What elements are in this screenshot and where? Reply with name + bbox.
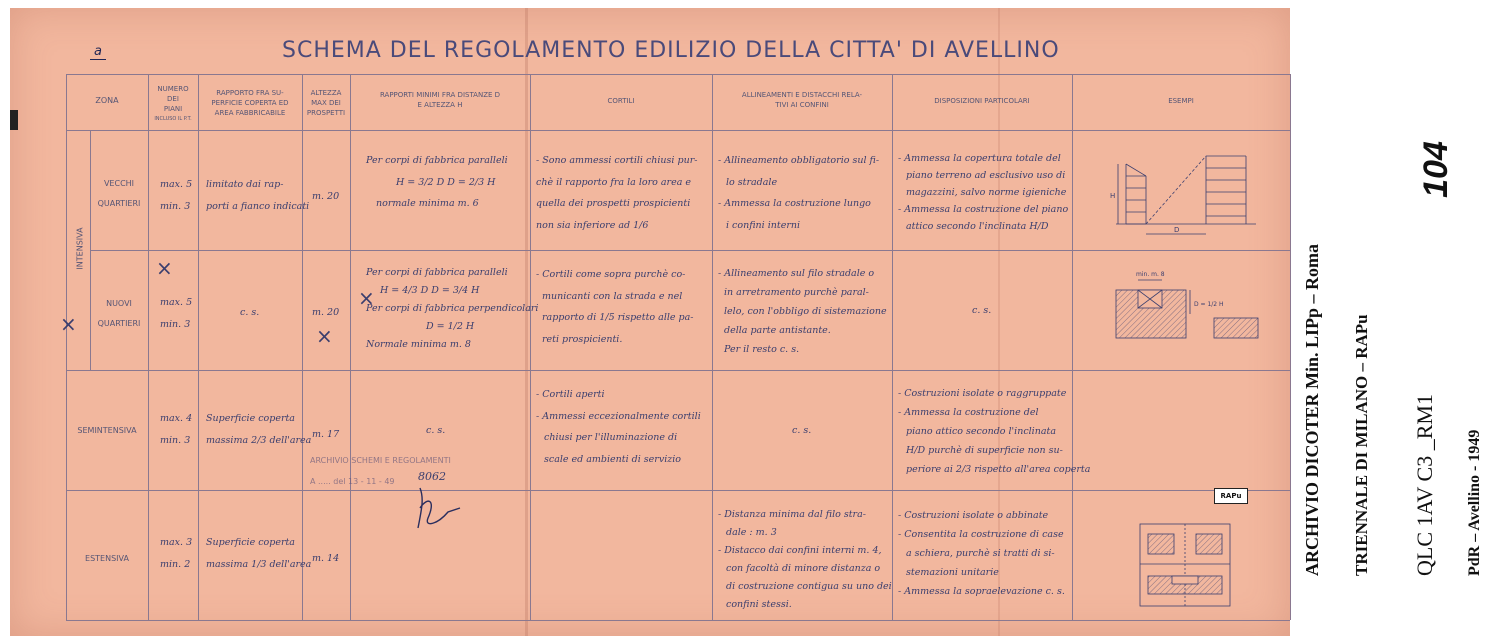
rapporto-cell: Superficie coperta massima 1/3 dell'area <box>206 537 312 570</box>
cortili-cell: - Cortili come sopra purchè co- municanti con la strada e nel rapporto di 1/5 rispetto alle pa- reti prospicienti. <box>536 269 694 345</box>
example-diagram-vecchi <box>1096 146 1266 246</box>
altezza-cell: m. 17 <box>312 429 340 440</box>
allineamenti-cell: c. s. <box>792 425 812 436</box>
disposizioni-cell: - Costruzioni isolate o raggruppate - Ammessa la costruzione del piano attico secondo l'inclinata H/D purchè di superficie non su- periore ai 2/3 rispetto all'area coperta <box>898 388 1091 475</box>
regulation-table <box>60 74 1292 624</box>
distanze-cell: Per corpi di fabbrica paralleli H = 4/3 D D = 3/4 H Per corpi di fabbrica perpendicolari D = 1/2 H Normale minima m. 8 <box>366 267 539 350</box>
allineamenti-cell: - Allineamento obbligatorio sul fi- lo stradale - Ammessa la costruzione lungo i confini interni <box>718 155 880 231</box>
disposizioni-cell: c. s. <box>972 305 992 316</box>
allineamenti-cell: - Allineamento sul filo stradale o in arretramento purchè paral- lelo, con l'obbligo di sistemazione della parte antistante. Per il resto c. s. <box>718 268 887 355</box>
rapporto-cell: limitato dai rap- porti a fianco indicati <box>206 179 310 212</box>
example-label-min: min. m. 8 <box>1136 271 1165 278</box>
distanze-cell: c. s. <box>426 425 446 436</box>
stamp-number: 8062 <box>418 470 446 483</box>
example-diagram-estensiva <box>1126 520 1246 610</box>
cross-mark: × <box>316 324 333 348</box>
zone-group-label: INTENSIVA <box>75 227 85 270</box>
document-title: SCHEMA DEL REGOLAMENTO EDILIZIO DELLA CITTA' DI AVELLINO <box>282 38 1060 63</box>
archive-number: 104 <box>1416 141 1455 198</box>
zone-nuovi-quartieri: NUOVI QUARTIERI <box>97 299 141 328</box>
col-header-rapporto: RAPPORTO FRA SU- PERFICIE COPERTA ED AREA FABBRICABILE <box>211 89 289 117</box>
cortili-cell: - Sono ammessi cortili chiusi pur- chè il rapporto fra la loro area e quella dei prospetti prospicienti non sia inferiore ad 1/6 <box>536 155 698 231</box>
zone-estensiva: ESTENSIVA <box>85 554 129 563</box>
archive-line-4: PdR – Avellino - 1949 <box>1466 429 1483 576</box>
cortili-cell: - Cortili aperti - Ammessi eccezionalmente cortili chiusi per l'illuminazione di scale ed ambienti di servizio <box>536 389 701 465</box>
altezza-cell: m. 14 <box>312 553 340 564</box>
archive-line-3: QLC 1AV C3 _RM1 <box>1412 394 1437 576</box>
example-diagram-nuovi <box>1106 266 1266 356</box>
disposizioni-cell: - Ammessa la copertura totale del piano terreno ad esclusivo uso di magazzini, salvo norme igieniche - Ammessa la costruzione del piano attico secondo l'inclinata H/D <box>898 153 1069 232</box>
zone-semintensiva: SEMINTENSIVA <box>77 426 137 435</box>
distanze-cell: Per corpi di fabbrica paralleli H = 3/2 D D = 2/3 H normale minima m. 6 <box>366 155 508 209</box>
rapporto-cell: Superficie coperta massima 2/3 dell'area <box>206 413 312 446</box>
allineamenti-cell: - Distanza minima dal filo stra- dale : m. 3 - Distacco dai confini interni m. 4, con facoltà di minore distanza o di costruzione contigua su uno dei confini stessi. <box>718 509 892 610</box>
piani-cell: max. 4 min. 3 <box>160 413 193 446</box>
rapu-badge: RAPu <box>1214 488 1248 504</box>
col-header-disposizioni: DISPOSIZIONI PARTICOLARI <box>934 97 1030 105</box>
sheet-letter: a <box>90 44 106 60</box>
cross-mark: × <box>60 312 77 336</box>
col-header-allineamenti: ALLINEAMENTI E DISTACCHI RELA- TIVI AI CONFINI <box>741 91 863 109</box>
pinhole <box>10 110 18 130</box>
col-header-piani: NUMERO DEI PIANI INCLUSO IL P.T. <box>154 85 192 122</box>
col-header-zona: ZONA <box>95 96 119 105</box>
example-label-dh: D = 1/2 H <box>1194 301 1224 308</box>
archive-stamp: ARCHIVIO SCHEMI E REGOLAMENTI A ..... del 13 - 11 - 49 <box>310 456 451 486</box>
col-header-altezza: ALTEZZA MAX DEI PROSPETTI <box>306 89 346 117</box>
piani-cell: max. 5 min. 3 <box>160 297 193 330</box>
zone-vecchi-quartieri: VECCHI QUARTIERI <box>97 179 141 208</box>
rapporto-cell: c. s. <box>240 307 260 318</box>
piani-cell: max. 3 min. 2 <box>160 537 193 570</box>
document-sheet <box>10 8 1290 636</box>
archive-line-1: ARCHIVIO DICOTER Min. LIPp – Roma <box>1302 243 1322 576</box>
signature <box>408 478 468 538</box>
altezza-cell: m. 20 <box>312 191 340 202</box>
piani-cell: max. 5 min. 3 <box>160 179 193 212</box>
col-header-distanze: RAPPORTI MINIMI FRA DISTANZE D E ALTEZZA H <box>379 91 501 109</box>
disposizioni-cell: - Costruzioni isolate o abbinate - Consentita la costruzione di case a schiera, purchè si tratti di si- stemazioni unitarie - Ammessa la sopraelevazione c. s. <box>898 510 1065 597</box>
col-header-cortili: CORTILI <box>607 97 635 105</box>
cross-mark: × <box>156 256 173 280</box>
col-header-esempi: ESEMPI <box>1168 97 1194 105</box>
example-label-d: D <box>1174 226 1180 234</box>
archive-line-2: TRIENNALE DI MILANO – RAPu <box>1352 314 1371 576</box>
example-label-h: H <box>1110 192 1116 200</box>
cross-mark: × <box>358 286 375 310</box>
altezza-cell: m. 20 <box>312 307 340 318</box>
